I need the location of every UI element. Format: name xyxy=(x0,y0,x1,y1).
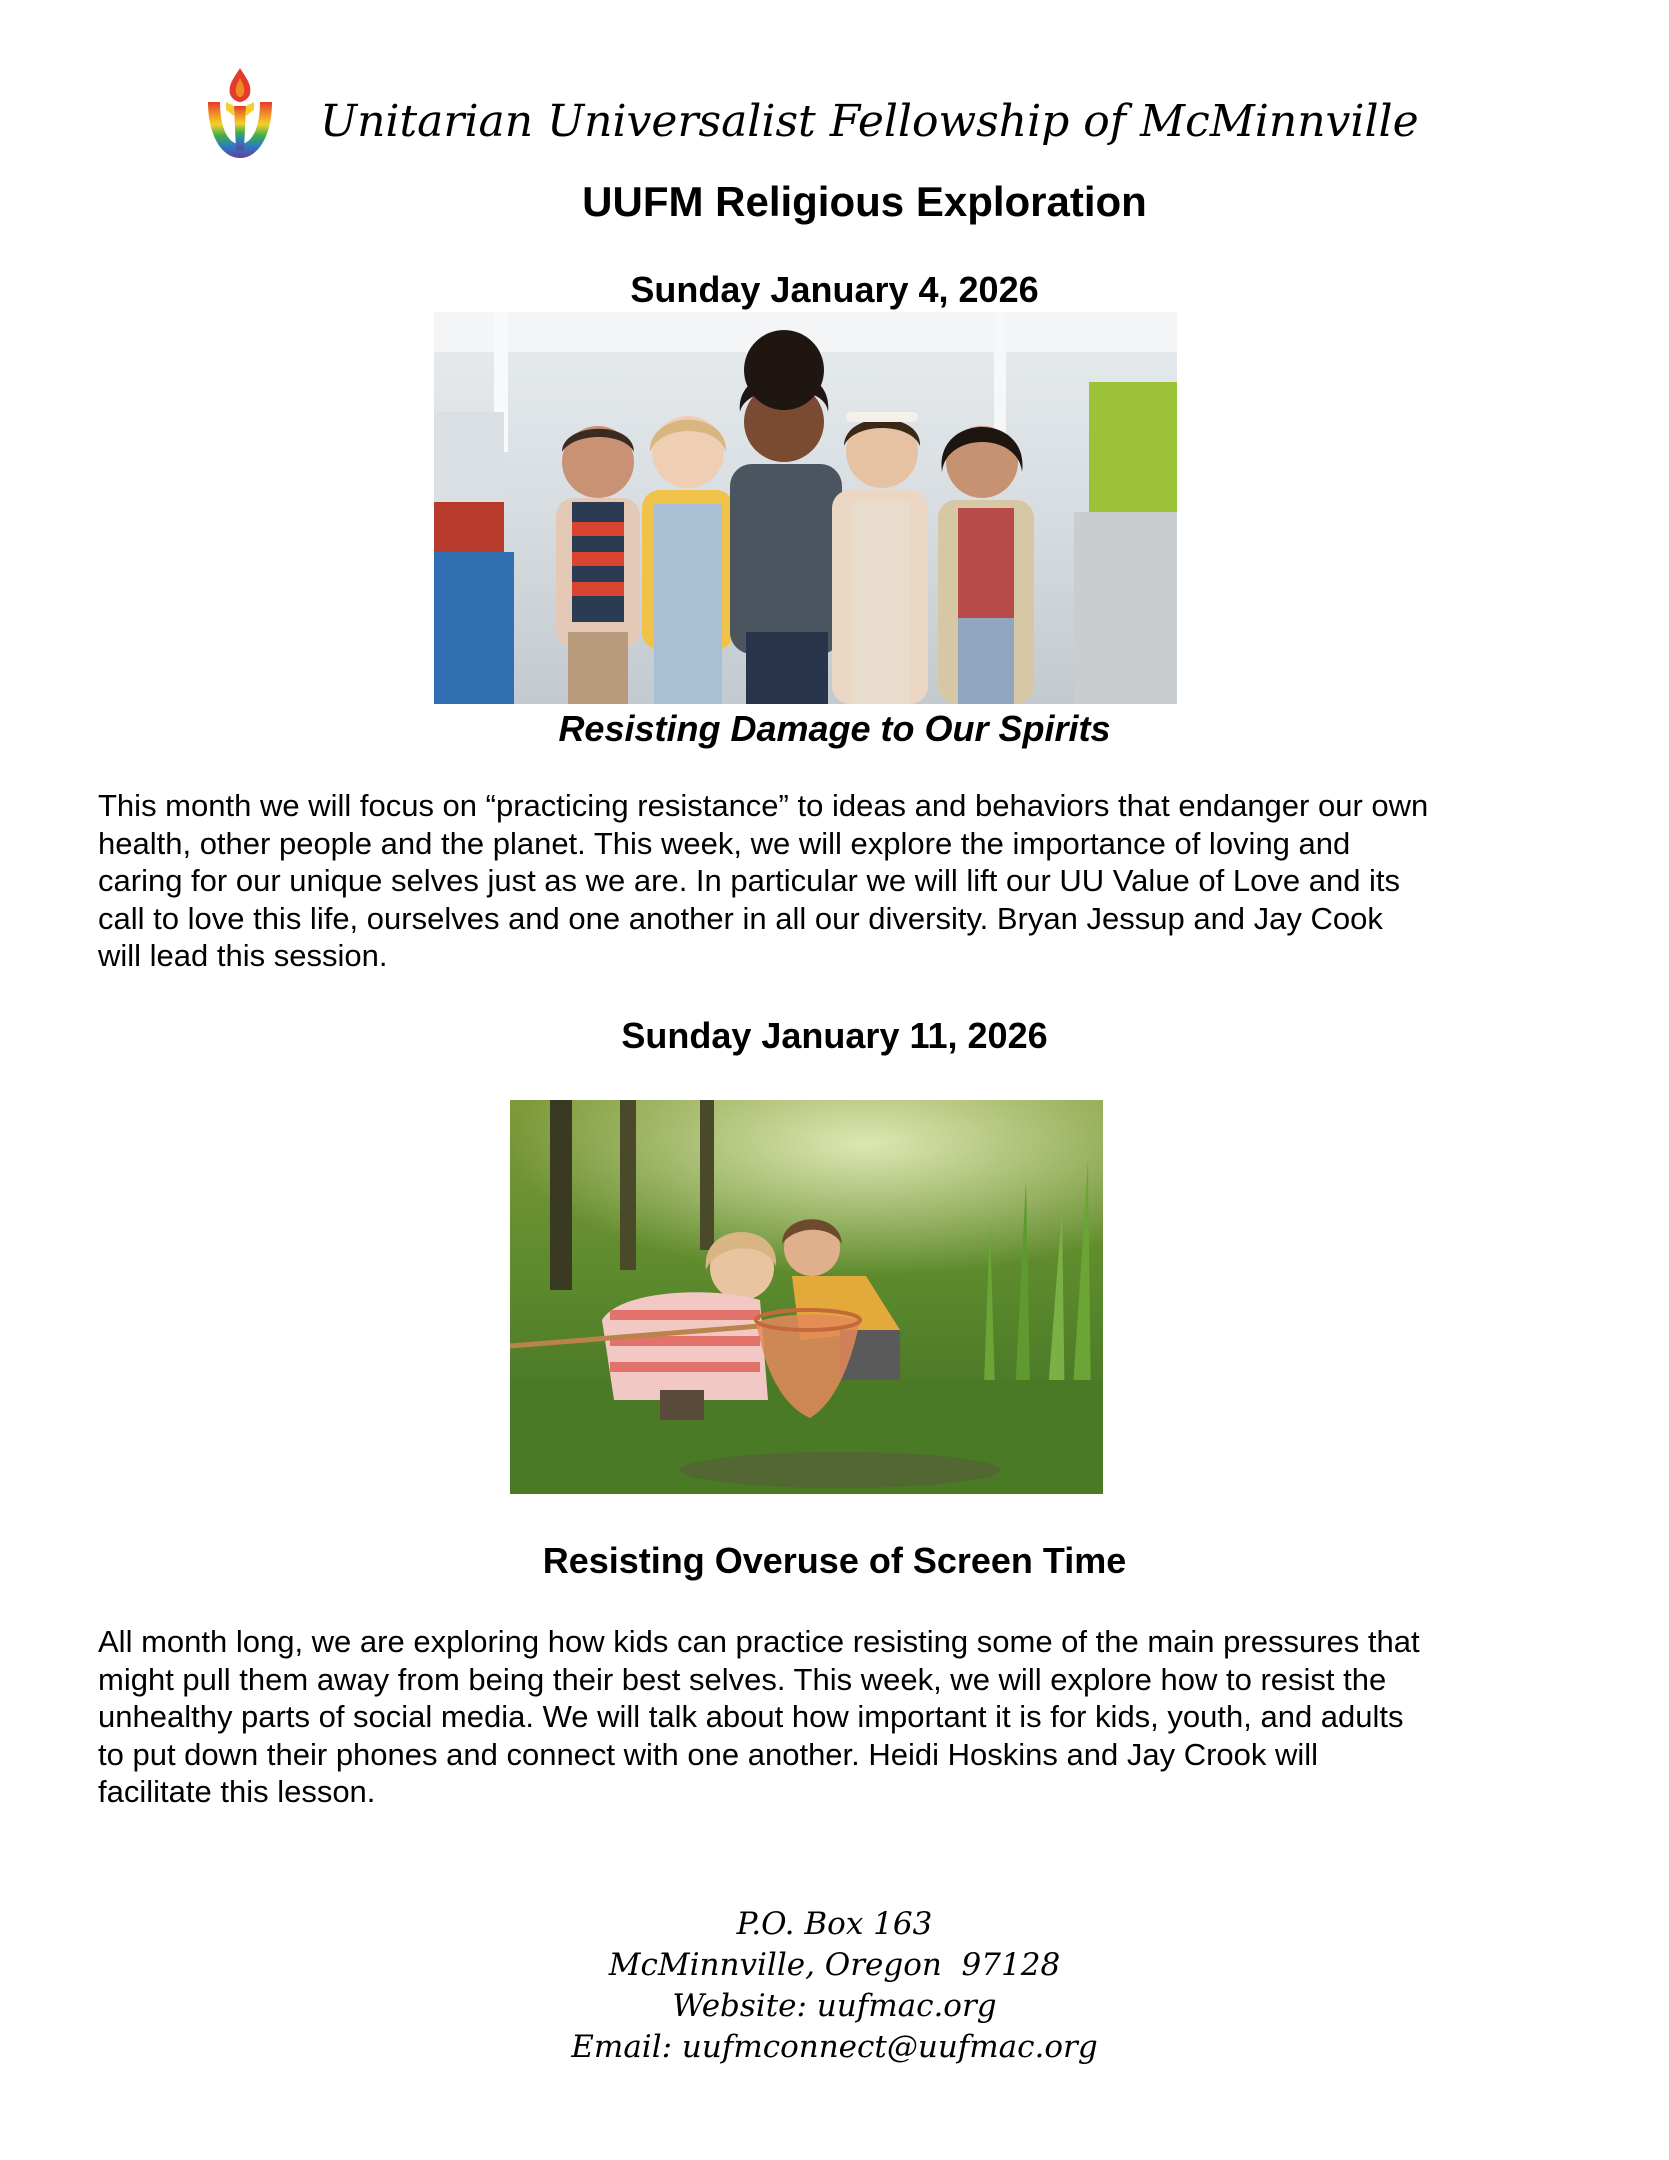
session-2-line-3: unhealthy parts of social media. We will talk about how important it is for kids, youth, and adults xyxy=(98,1699,1404,1734)
footer-website: Website: uufmac.org xyxy=(672,1988,997,2024)
children-with-net-photo xyxy=(510,1100,1103,1494)
session-2-heading: Resisting Overuse of Screen Time xyxy=(542,1540,1127,1581)
session-1-line-1: This month we will focus on “practicing resistance” to ideas and behaviors that endanger our own xyxy=(98,788,1429,823)
footer-po-box: P.O. Box 163 xyxy=(736,1906,933,1942)
session-2-line-5: facilitate this lesson. xyxy=(98,1774,376,1809)
chalice-logo-icon xyxy=(204,66,276,166)
session-1-line-5: will lead this session. xyxy=(98,938,388,973)
session-2-line-1: All month long, we are exploring how kids can practice resisting some of the main pressures that xyxy=(98,1624,1420,1659)
organization-name: Unitarian Universalist Fellowship of McMinnville xyxy=(320,96,1419,147)
session-2-line-2: might pull them away from being their best selves. This week, we will explore how to resist the xyxy=(98,1661,1387,1697)
session-1-line-3: caring for our unique selves just as we are. In particular we will lift our UU Value of Love and its xyxy=(98,863,1401,898)
group-of-children-photo xyxy=(434,312,1177,704)
page-title: UUFM Religious Exploration xyxy=(582,178,1147,225)
session-1-line-2: health, other people and the planet. This week, we will explore the importance of loving and xyxy=(98,825,1351,861)
session-2-date: Sunday January 11, 2026 xyxy=(621,1015,1048,1056)
session-2-description xyxy=(98,1623,1548,1811)
footer-city: McMinnville, Oregon 97128 xyxy=(608,1947,1061,1983)
session-1-heading: Resisting Damage to Our Spirits xyxy=(558,708,1111,749)
session-1-description xyxy=(98,787,1548,975)
session-1-date: Sunday January 4, 2026 xyxy=(630,269,1039,310)
session-1-line-4: call to love this life, ourselves and one another in all our diversity. Bryan Jessup and Jay Cook xyxy=(98,900,1383,936)
footer-email: Email: uufmconnect@uufmac.org xyxy=(571,2029,1098,2065)
session-2-line-4: to put down their phones and connect with one another. Heidi Hoskins and Jay Crook will xyxy=(98,1736,1319,1772)
contact-footer xyxy=(0,1904,1669,2068)
